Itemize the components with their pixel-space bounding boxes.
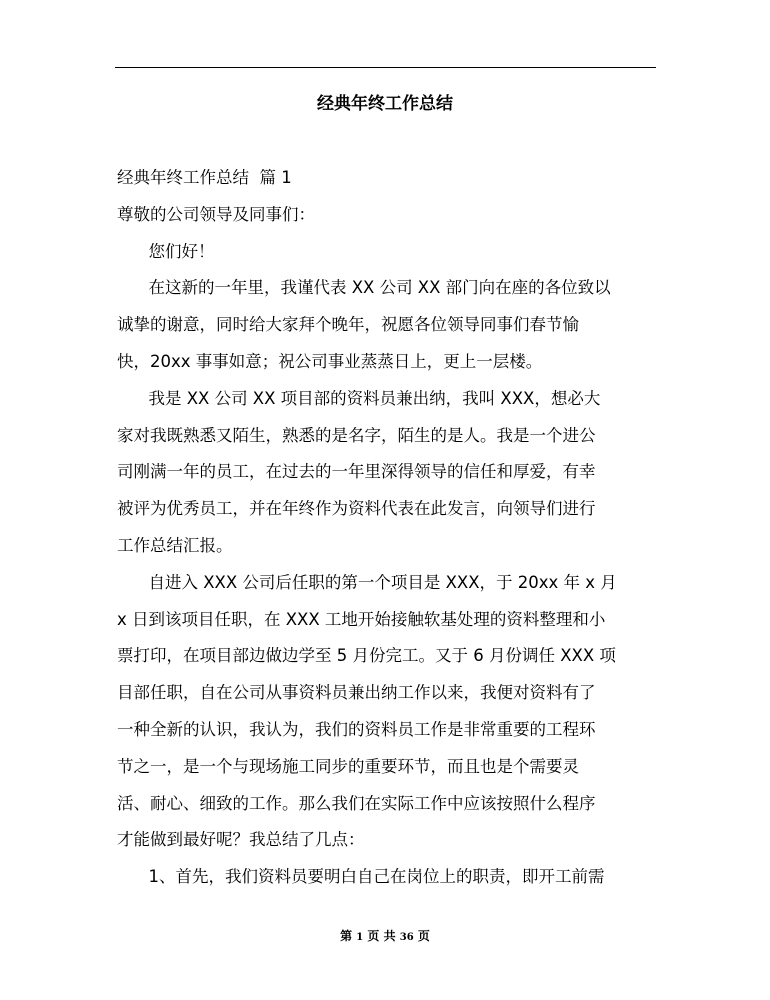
body-line: 自进入 XXX 公司后任职的第一个项目是 XXX，于 20xx 年 x 月 <box>117 572 617 592</box>
body-line: 司刚满一年的员工，在过去的一年里深得领导的信任和厚爱，有幸 <box>117 462 596 482</box>
body-line: 被评为优秀员工，并在年终作为资料代表在此发言，向领导们进行 <box>117 499 596 519</box>
body-line: 诚挚的谢意，同时给大家拜个晚年，祝愿各位领导同事们春节愉 <box>117 315 579 335</box>
footer-suffix: 页 <box>417 929 430 943</box>
body-line: 一种全新的认识，我认为，我们的资料员工作是非常重要的工程环 <box>117 720 596 739</box>
body-line: 节之一，是一个与现场施工同步的重要环节，而且也是个需要灵 <box>117 756 579 776</box>
body-line: 工作总结汇报。 <box>117 536 233 555</box>
header-rule <box>115 67 656 68</box>
footer-total-pages: 36 <box>399 932 414 943</box>
document-title: 经典年终工作总结 <box>317 94 453 114</box>
body-line: 活、耐心、细致的工作。那么我们在实际工作中应该按照什么程序 <box>117 793 596 813</box>
footer-page-number: 1 <box>356 932 364 943</box>
body-line: 经典年终工作总结 篇 1 <box>117 168 292 187</box>
footer-prefix: 第 <box>340 929 353 943</box>
body-line: 我是 XX 公司 XX 项目部的资料员兼出纳，我叫 XXX，想必大 <box>117 388 601 408</box>
body-line: 您们好！ <box>117 241 215 261</box>
body-line: 才能做到最好呢？我总结了几点： <box>117 830 365 850</box>
body-line: 家对我既熟悉又陌生，熟悉的是名字，陌生的是人。我是一个进公 <box>117 425 596 445</box>
page-footer <box>0 926 770 948</box>
body-line: x 日到该项目任职，在 XXX 工地开始接触软基处理的资料整理和小 <box>117 609 606 629</box>
body-line: 票打印，在项目部边做边学至 5 月份完工。又于 6 月份调任 XXX 项 <box>117 646 616 666</box>
footer-middle: 页 共 <box>367 929 396 943</box>
body-line: 1、首先，我们资料员要明白自己在岗位上的职责，即开工前需 <box>117 867 605 887</box>
body-line: 尊敬的公司领导及同事们： <box>117 204 315 224</box>
body-line: 快，20xx 事事如意；祝公司事业蒸蒸日上，更上一层楼。 <box>117 352 543 371</box>
body-line: 在这新的一年里，我谨代表 XX 公司 XX 部门向在座的各位致以 <box>117 278 611 298</box>
body-line: 目部任职，自在公司从事资料员兼出纳工作以来，我便对资料有了 <box>117 683 596 703</box>
